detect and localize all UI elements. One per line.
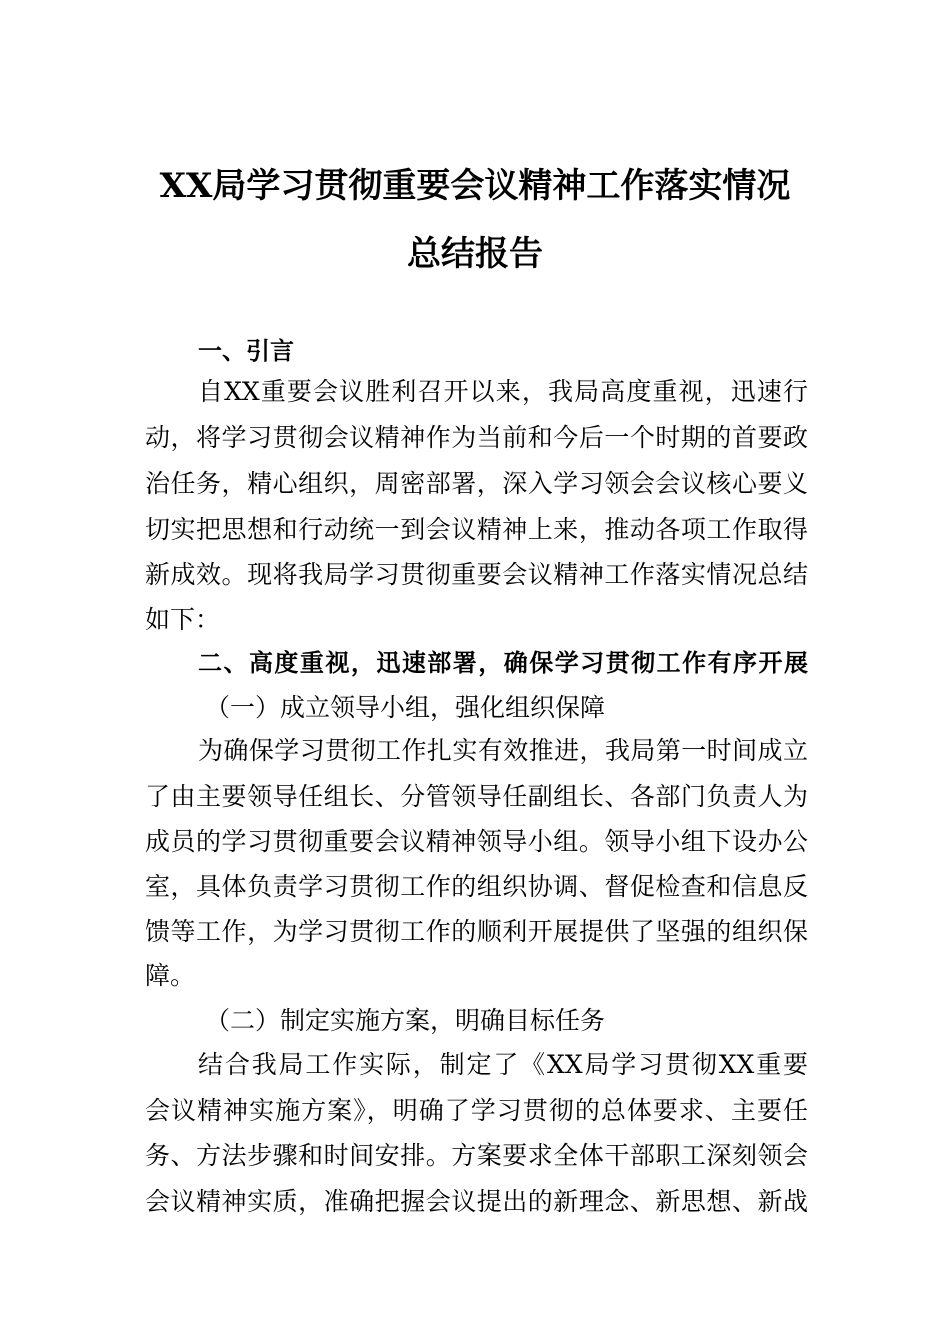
paragraph-line: 切实把思想和行动统一到会议精神上来，推动各项工作取得 (145, 515, 808, 544)
paragraph-line: 会议精神实质，准确把握会议提出的新理念、新思想、新战 (145, 1187, 808, 1216)
paragraph-line: 自XX重要会议胜利召开以来，我局高度重视，迅速行 (198, 377, 808, 406)
paragraph-line: 治任务，精心组织，周密部署，深入学习领会会议核心要义 (145, 469, 808, 498)
paragraph-line: 会议精神实施方案》，明确了学习贯彻的总体要求、主要任 (145, 1096, 808, 1125)
subsection-1-heading: （一）成立领导小组，强化组织保障 (205, 693, 606, 722)
paragraph-line: 了由主要领导任组长、分管领导任副组长、各部门负责人为 (145, 782, 808, 811)
paragraph-line: 如下： (145, 605, 221, 634)
paragraph-line: 结合我局工作实际，制定了《XX局学习贯彻XX重要 (198, 1050, 808, 1079)
paragraph-line: 为确保学习贯彻工作扎实有效推进，我局第一时间成立 (198, 736, 808, 765)
paragraph-line: 动，将学习贯彻会议精神作为当前和今后一个时期的首要政 (145, 423, 808, 452)
document-title-line-1: XX局学习贯彻重要会议精神工作落实情况 (159, 166, 791, 206)
section-2-heading: 二、高度重视，迅速部署，确保学习贯彻工作有序开展 (198, 649, 808, 677)
section-1-heading: 一、引言 (198, 337, 294, 365)
paragraph-line: 务、方法步骤和时间安排。方案要求全体干部职工深刻领会 (145, 1141, 808, 1170)
paragraph-line: 室，具体负责学习贯彻工作的组织协调、督促检查和信息反 (145, 872, 808, 901)
paragraph-line: 障。 (145, 961, 196, 990)
subsection-2-heading: （二）制定实施方案，明确目标任务 (205, 1006, 606, 1035)
paragraph-line: 新成效。现将我局学习贯彻重要会议精神工作落实情况总结 (145, 560, 808, 589)
document-title-line-2: 总结报告 (407, 234, 543, 274)
paragraph-line: 馈等工作，为学习贯彻工作的顺利开展提供了坚强的组织保 (145, 917, 808, 946)
paragraph-line: 成员的学习贯彻重要会议精神领导小组。领导小组下设办公 (145, 827, 808, 856)
